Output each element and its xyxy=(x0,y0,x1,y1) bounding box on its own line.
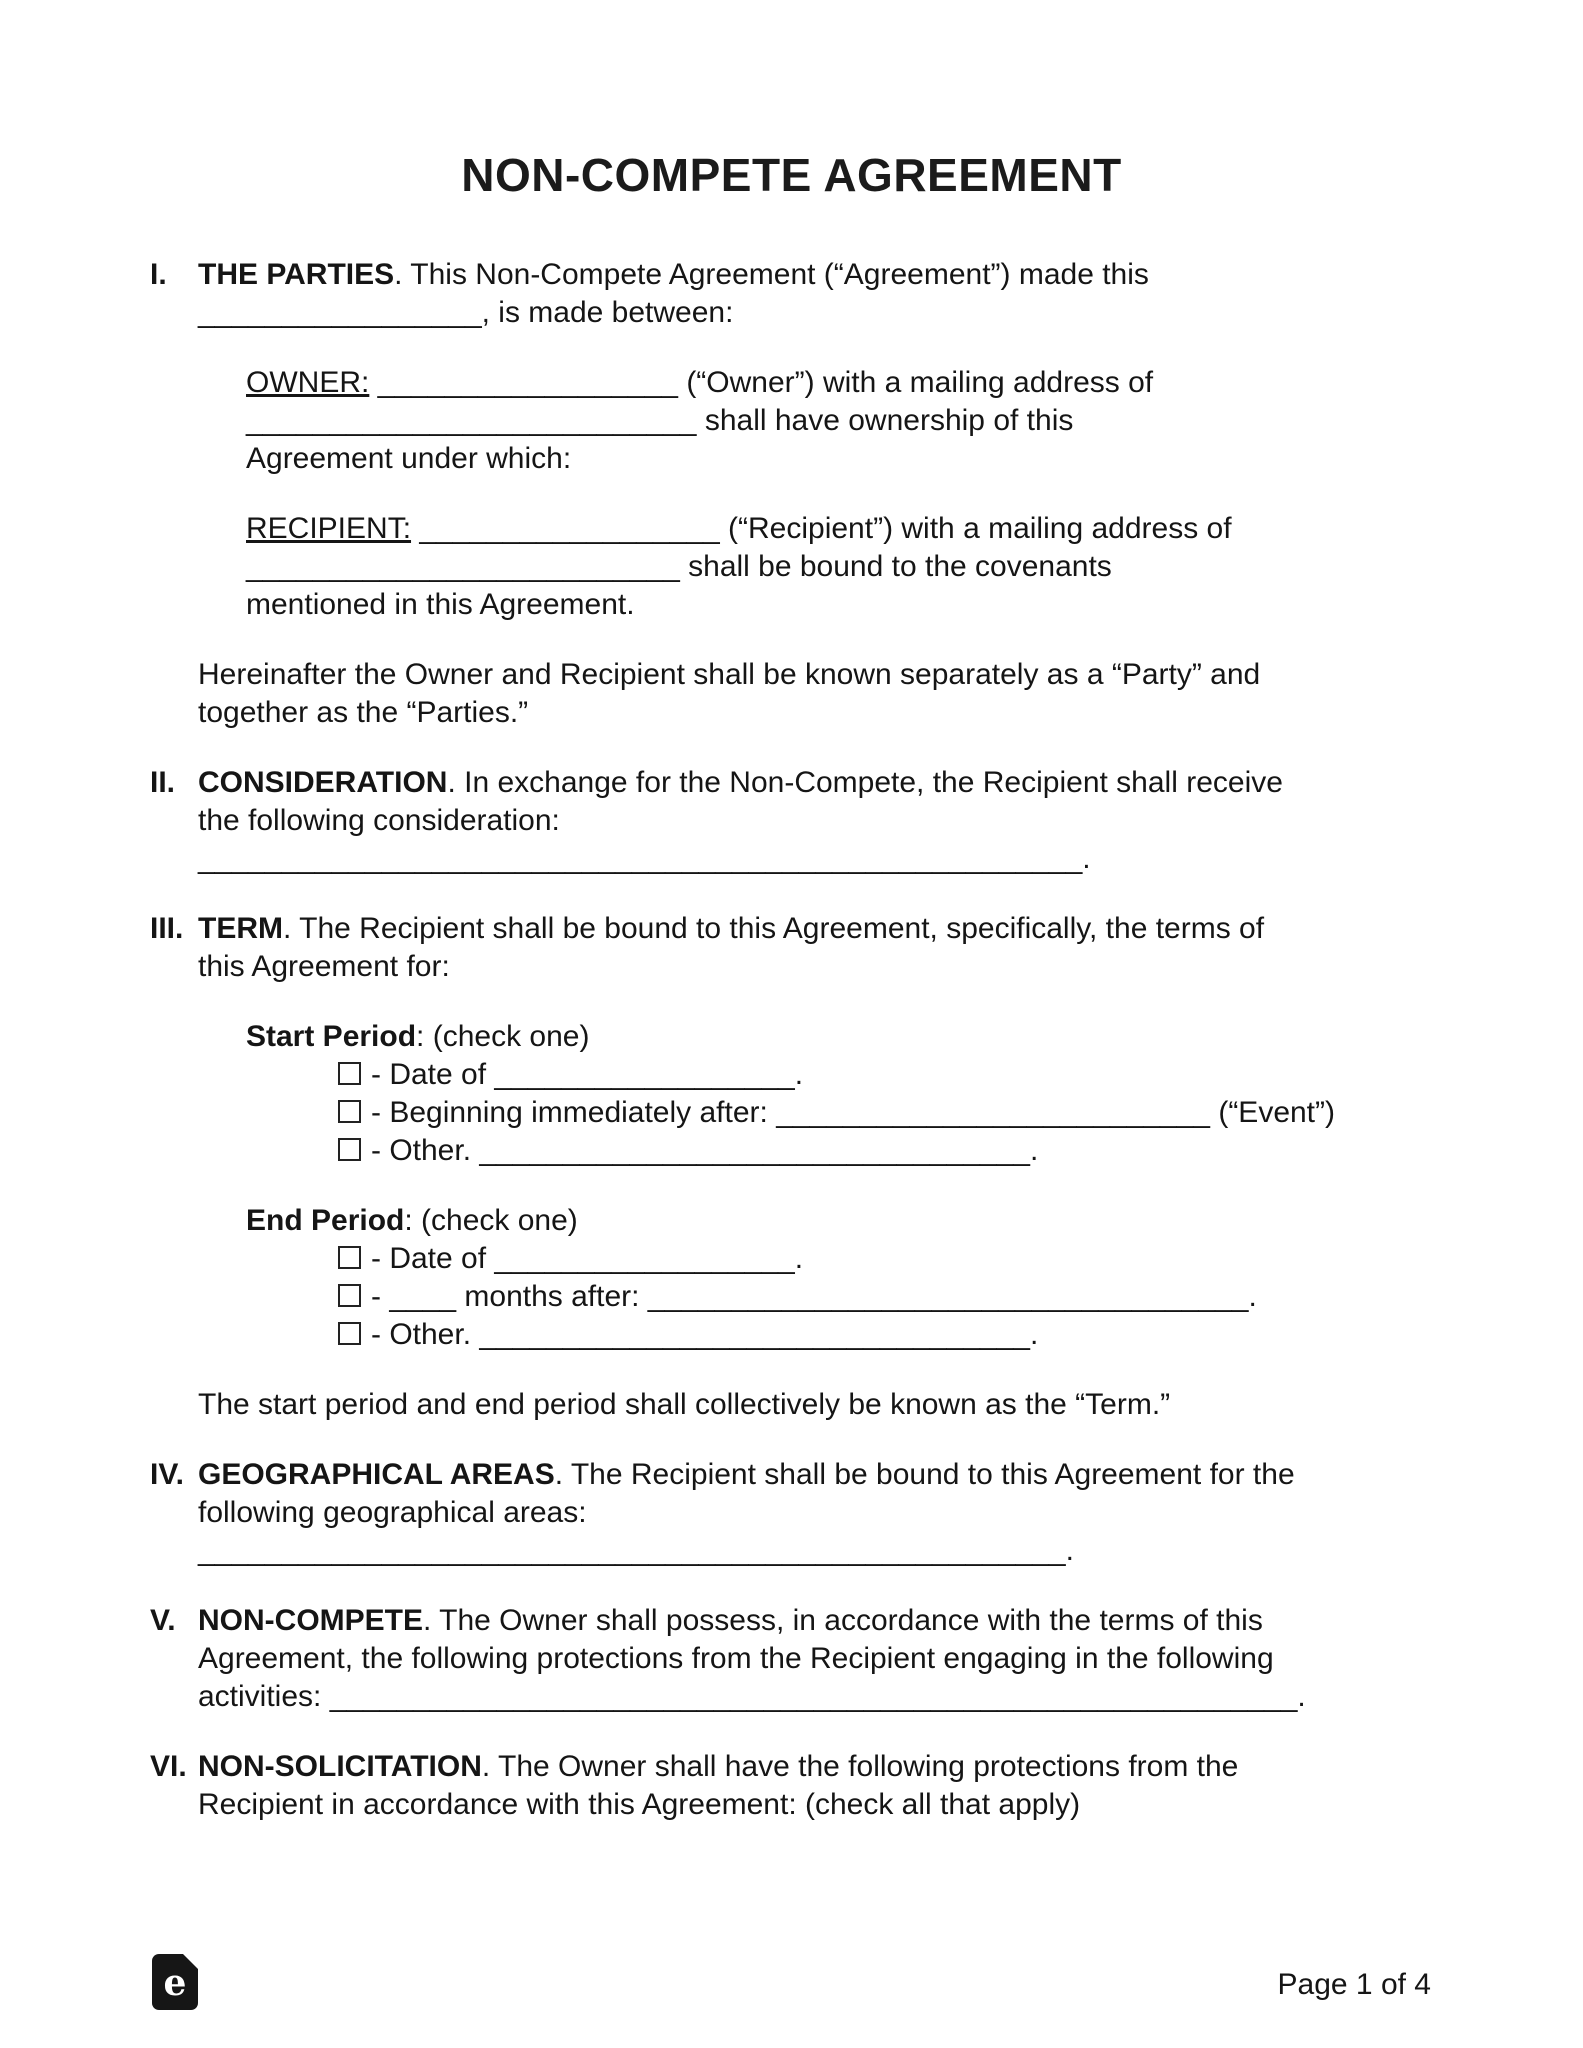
section-body xyxy=(198,1602,1433,1716)
text: . The Owner shall have the following protections from the xyxy=(481,1750,1239,1783)
end-option-date xyxy=(338,1240,1433,1278)
section-non-compete xyxy=(150,1602,1433,1716)
page-number: Page 1 of 4 xyxy=(1277,1968,1431,2001)
text: . The Recipient shall be bound to this Agreement for the xyxy=(554,1458,1295,1491)
section-number-v: V. xyxy=(150,1604,176,1637)
section-heading: TERM xyxy=(198,912,283,945)
start-option-event xyxy=(338,1094,1433,1132)
checkbox[interactable] xyxy=(338,1246,361,1269)
parties-intro-paragraph xyxy=(198,256,1433,332)
section-number-iv: IV. xyxy=(150,1458,184,1491)
text-line: Agreement, the following protections from the Recipient engaging in the following xyxy=(198,1642,1274,1675)
section-non-solicitation xyxy=(150,1748,1433,1824)
text-line: Hereinafter the Owner and Recipient shall be known separately as a “Party” and xyxy=(198,658,1261,691)
text-line: together as the “Parties.” xyxy=(198,696,529,729)
text: __________________ (“Owner”) with a mailing address of xyxy=(369,366,1154,399)
checkbox-label: - ____ months after: ____________________________________. xyxy=(371,1280,1257,1313)
eforms-logo xyxy=(152,1954,198,2010)
hereinafter-clause xyxy=(198,656,1433,732)
text: : (check one) xyxy=(404,1204,578,1237)
section-number-ii: II. xyxy=(150,766,176,799)
text-line: __________________________ shall be bound to the covenants xyxy=(246,550,1112,583)
text-line: ___________________________ shall have ownership of this xyxy=(246,404,1074,437)
checkbox[interactable] xyxy=(338,1322,361,1345)
end-option-months xyxy=(338,1278,1433,1316)
checkbox-label: - Date of __________________. xyxy=(371,1242,804,1275)
owner-label: OWNER: xyxy=(246,366,370,399)
section-term xyxy=(150,910,1433,1424)
section-heading: GEOGRAPHICAL AREAS xyxy=(198,1458,555,1491)
checkbox-label: - Beginning immediately after: __________________________ (“Event”) xyxy=(371,1096,1335,1129)
start-option-date xyxy=(338,1056,1433,1094)
start-option-other xyxy=(338,1132,1433,1170)
text: . This Non-Compete Agreement (“Agreement”) made this xyxy=(394,258,1149,291)
end-period-label: End Period xyxy=(246,1204,405,1237)
logo-letter: e xyxy=(163,1962,187,2004)
section-heading: NON-COMPETE xyxy=(198,1604,423,1637)
section-number-i: I. xyxy=(150,258,167,291)
section-consideration xyxy=(150,764,1433,878)
text-line: this Agreement for: xyxy=(198,950,450,983)
checkbox[interactable] xyxy=(338,1138,361,1161)
text-line xyxy=(246,364,1433,402)
text-line: activities: __________________________________________________________. xyxy=(198,1680,1306,1713)
text-line: Recipient in accordance with this Agreement: (check all that apply) xyxy=(198,1788,1081,1821)
geographical-paragraph xyxy=(198,1456,1433,1570)
section-geographical-areas xyxy=(150,1456,1433,1570)
end-option-other xyxy=(338,1316,1433,1354)
section-body xyxy=(198,256,1433,732)
recipient-clause xyxy=(246,510,1433,624)
text: __________________ (“Recipient”) with a mailing address of xyxy=(411,512,1232,545)
section-number-iii: III. xyxy=(150,912,184,945)
text-line: _________________, is made between: xyxy=(198,296,734,329)
text-line xyxy=(198,256,1433,294)
section-body xyxy=(198,764,1433,878)
text-line xyxy=(246,510,1433,548)
non-solicitation-paragraph xyxy=(198,1748,1433,1824)
term-intro-paragraph xyxy=(198,910,1433,986)
text-line xyxy=(198,1456,1433,1494)
section-heading: CONSIDERATION xyxy=(198,766,448,799)
end-period-block xyxy=(198,1202,1433,1354)
checkbox-label: - Other. _________________________________. xyxy=(371,1318,1039,1351)
text: . In exchange for the Non-Compete, the Recipient shall receive xyxy=(447,766,1283,799)
end-period-heading xyxy=(246,1202,1433,1240)
section-heading: NON-SOLICITATION xyxy=(198,1750,482,1783)
text-line: mentioned in this Agreement. xyxy=(246,588,635,621)
text-line xyxy=(198,764,1433,802)
section-heading: THE PARTIES xyxy=(198,258,395,291)
text-line: following geographical areas: ____________________________________________________. xyxy=(198,1496,1074,1567)
non-compete-paragraph xyxy=(198,1602,1433,1716)
section-body xyxy=(198,910,1433,1424)
checkbox-label: - Date of __________________. xyxy=(371,1058,804,1091)
checkbox[interactable] xyxy=(338,1284,361,1307)
section-body xyxy=(198,1456,1433,1570)
text: . The Recipient shall be bound to this Agreement, specifically, the terms of xyxy=(283,912,1265,945)
text-line: The start period and end period shall collectively be known as the “Term.” xyxy=(198,1388,1171,1421)
consideration-paragraph xyxy=(198,764,1433,878)
checkbox[interactable] xyxy=(338,1062,361,1085)
checkbox[interactable] xyxy=(338,1100,361,1123)
text-line: Agreement under which: xyxy=(246,442,572,475)
term-closing-paragraph xyxy=(198,1386,1433,1424)
section-body xyxy=(198,1748,1433,1824)
start-period-block xyxy=(198,1018,1433,1170)
text-line: the following consideration: _____________________________________________________. xyxy=(198,804,1091,875)
text-line xyxy=(198,1602,1433,1640)
text-line xyxy=(198,910,1433,948)
owner-clause xyxy=(246,364,1433,478)
text: . The Owner shall possess, in accordance with the terms of this xyxy=(423,1604,1263,1637)
section-the-parties xyxy=(150,256,1433,732)
document-title: NON-COMPETE AGREEMENT xyxy=(461,149,1122,201)
start-period-label: Start Period xyxy=(246,1020,417,1053)
section-number-vi: VI. xyxy=(150,1750,187,1783)
checkbox-label: - Other. _________________________________. xyxy=(371,1134,1039,1167)
text-line xyxy=(198,1748,1433,1786)
start-period-heading xyxy=(246,1018,1433,1056)
recipient-label: RECIPIENT: xyxy=(246,512,412,545)
text: : (check one) xyxy=(416,1020,590,1053)
